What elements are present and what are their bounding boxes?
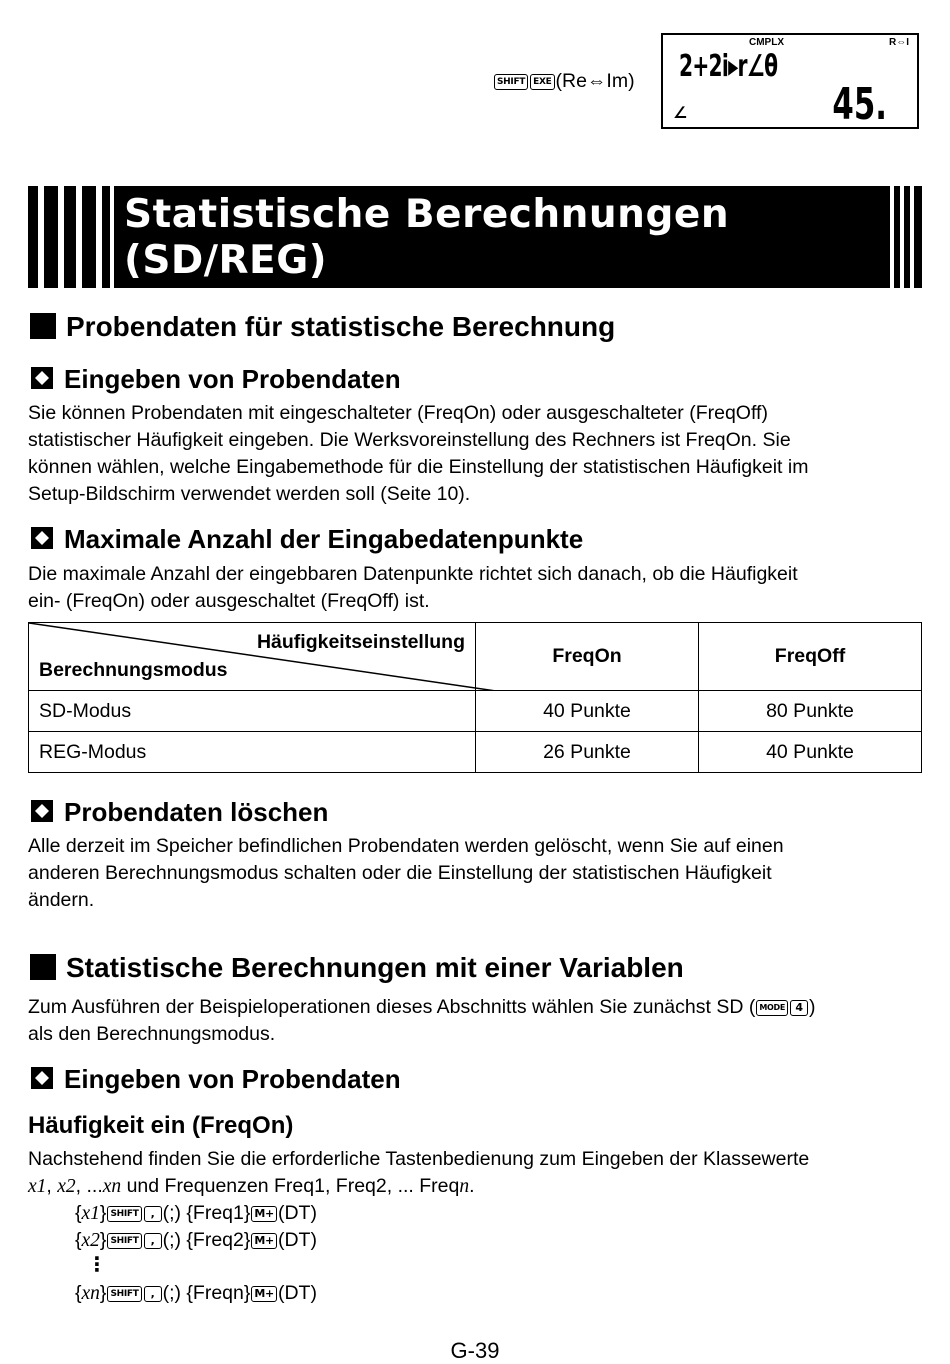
square-bullet-icon <box>30 954 56 980</box>
mode-key: MODE <box>756 1000 788 1016</box>
title-banner <box>28 186 922 288</box>
key-4: 4 <box>790 1000 808 1016</box>
subheading-freqon: Häufigkeit ein (FreqOn) <box>28 1112 294 1139</box>
re-im-label: (Re⇔Im) <box>555 70 635 92</box>
table-row: SD-Modus 40 Punkte 80 Punkte <box>29 691 922 732</box>
col-header-freqon: FreqOn <box>476 623 699 691</box>
m-plus-key: M+ <box>251 1206 277 1222</box>
subheading-enter-data-2: Eingeben von Probendaten <box>30 1064 401 1095</box>
section-heading-sample-data: Probendaten für statistische Berechnung <box>30 311 615 343</box>
paragraph-enter-data: Sie können Probendaten mit eingeschalteter (FreqOn) oder ausgeschalteter (FreqOff) statistischer Häufigkeit eingeben. Die Werksvoreinstellung des Rechners ist FreqOn. Sie können wählen, welche Eingabemethode für die Einstellung der statistischen Häufigkeit im Setup-Bildschirm verwendet werden soll (Seite 10). <box>28 402 809 505</box>
shift-key: SHIFT <box>494 74 528 90</box>
m-plus-key: M+ <box>251 1286 277 1302</box>
col-header-freqoff: FreqOff <box>699 623 922 691</box>
subheading-delete-data: Probendaten löschen <box>30 797 328 828</box>
comma-key: , <box>144 1286 162 1302</box>
square-bullet-icon <box>30 313 56 339</box>
paragraph-single-variable-intro: Zum Ausführen der Beispieloperationen dieses Abschnitts wählen Sie zunächst SD ( MODE 4 ) als den Berechnungsmodus. <box>28 996 816 1045</box>
subheading-enter-data: Eingeben von Probendaten <box>30 364 401 395</box>
key-step: {x2} SHIFT , (;) {Freq2} M+ (DT) <box>75 1229 317 1251</box>
comma-key: , <box>144 1233 162 1249</box>
page-title: Statistische Berechnungen (SD/REG) <box>124 192 730 283</box>
key-step: {x1} SHIFT , (;) {Freq1} M+ (DT) <box>75 1202 317 1224</box>
top-key-sequence <box>493 70 635 93</box>
table-corner-header: Häufigkeitseinstellung Berechnungsmodus <box>29 623 476 691</box>
table-row: REG-Modus 26 Punkte 40 Punkte <box>29 732 922 773</box>
exe-key: EXE <box>530 74 554 90</box>
lcd-angle-symbol: ∠ <box>673 105 688 122</box>
page-number: G-39 <box>450 1338 500 1363</box>
key-step: {xn} SHIFT , (;) {Freqn} M+ (DT) <box>75 1282 317 1304</box>
lcd-display <box>661 33 919 129</box>
paragraph-max-points: Die maximale Anzahl der eingebbaren Datenpunkte richtet sich danach, ob die Häufigkeit ein- (FreqOn) oder ausgeschaltet (FreqOff) ist. <box>28 563 798 612</box>
diamond-bullet-icon <box>30 1066 54 1090</box>
lcd-result: 45. <box>832 79 887 130</box>
m-plus-key: M+ <box>251 1233 277 1249</box>
comma-key: , <box>144 1206 162 1222</box>
paragraph-freqon: Nachstehend finden Sie die erforderliche Tastenbedienung zum Eingeben der Klassewerte x1, x2, ...xn und Frequenzen Freq1, Freq2, ... Freqn. <box>28 1148 810 1197</box>
subheading-max-points: Maximale Anzahl der Eingabedatenpunkte <box>30 524 583 555</box>
max-points-table <box>28 622 922 773</box>
diamond-bullet-icon <box>30 799 54 823</box>
shift-key: SHIFT <box>107 1233 141 1249</box>
vertical-ellipsis: ⋮ <box>87 1254 107 1276</box>
lcd-expression: 2+2i▸r∠θ <box>679 49 778 84</box>
lcd-indicator-ri: R⇔I <box>889 37 909 48</box>
lcd-indicator-cmplx: CMPLX <box>749 37 784 48</box>
paragraph-delete-data: Alle derzeit im Speicher befindlichen Probendaten werden gelöscht, wenn Sie auf einen anderen Berechnungsmodus schalten oder die Einstellung der statistischen Häufigkeit ändern. <box>28 835 784 911</box>
shift-key: SHIFT <box>107 1206 141 1222</box>
diamond-bullet-icon <box>30 366 54 390</box>
shift-key: SHIFT <box>107 1286 141 1302</box>
section-heading-single-variable: Statistische Berechnungen mit einer Variablen <box>30 952 684 984</box>
diamond-bullet-icon <box>30 526 54 550</box>
